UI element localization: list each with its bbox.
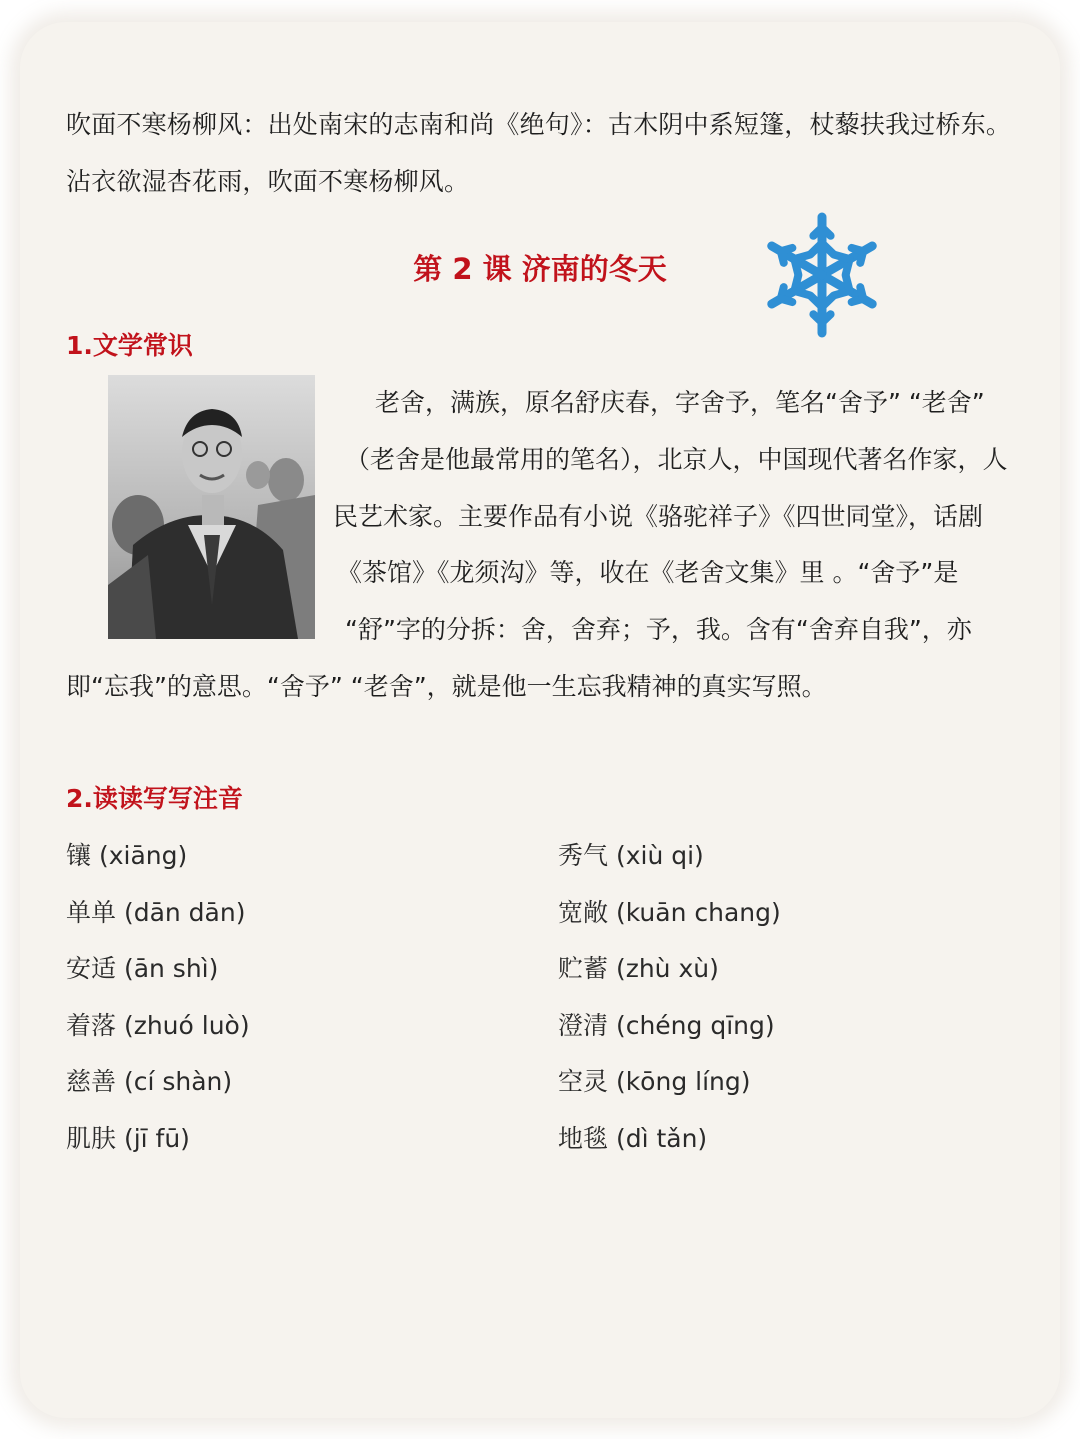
bio-paragraph-line: 老舍，满族，原名舒庆春，字舍予，笔名“舍予” “老舍” (375, 388, 985, 417)
top-note-line-2: 沾衣欲湿杏花雨，吹面不寒杨柳风。 (66, 167, 470, 196)
vocab-item-right-2: 宽敞 (kuān chang) (558, 898, 781, 927)
vocab-item-right-1: 秀气 (xiù qi) (558, 841, 704, 870)
bio-paragraph-line: 《茶馆》《龙须沟》等，收在《老舍文集》里 。“舍予”是 (337, 558, 959, 587)
top-note-line-1: 吹面不寒杨柳风：出处南宋的志南和尚《绝句》：古木阴中系短篷，杖藜扶我过桥东。 (66, 110, 1012, 139)
bio-paragraph-line: “舒”字的分拆：舍，舍弃；予，我。含有“舍弃自我”，亦 (345, 615, 972, 644)
bio-paragraph-line: （老舍是他最常用的笔名），北京人，中国现代著名作家，人 (345, 445, 1008, 474)
section-heading-vocabulary: 2.读读写写注音 (66, 784, 243, 813)
vocab-item-right-5: 空灵 (kōng líng) (558, 1067, 751, 1096)
document-page (20, 22, 1060, 1418)
vocab-item-right-6: 地毯 (dì tǎn) (558, 1124, 708, 1153)
snowflake-icon (760, 208, 884, 342)
vocab-item-left-1: 镶 (xiāng) (66, 841, 188, 870)
vocab-item-left-6: 肌肤 (jī fū) (66, 1124, 190, 1153)
lesson-title: 第 2 课 济南的冬天 (413, 252, 667, 286)
vocab-item-right-3: 贮蓄 (zhù xù) (558, 954, 719, 983)
vocab-item-left-3: 安适 (ān shì) (66, 954, 219, 983)
bio-paragraph-line: 民艺术家。主要作品有小说《骆驼祥子》《四世同堂》，话剧 (333, 502, 984, 531)
vocab-item-left-5: 慈善 (cí shàn) (66, 1067, 233, 1096)
section-heading-literary-knowledge: 1.文学常识 (66, 331, 193, 360)
author-portrait-photo (108, 375, 315, 639)
bio-paragraph-line: 即“忘我”的意思。“舍予” “老舍”，就是他一生忘我精神的真实写照。 (66, 672, 827, 701)
vocab-item-right-4: 澄清 (chéng qīng) (558, 1011, 775, 1040)
vocab-item-left-4: 着落 (zhuó luò) (66, 1011, 250, 1040)
vocab-item-left-2: 单单 (dān dān) (66, 898, 246, 927)
